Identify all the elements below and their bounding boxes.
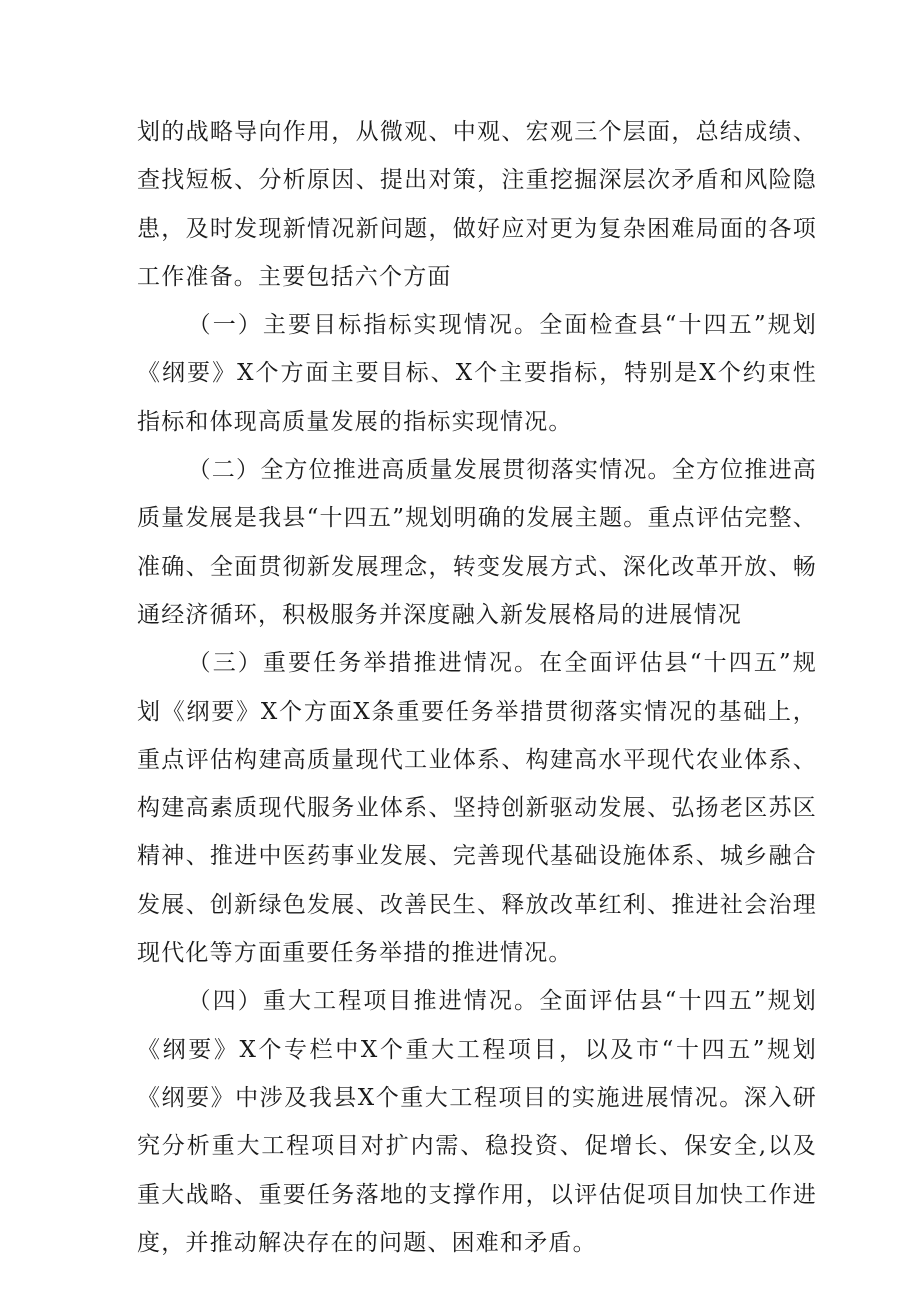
paragraph-section-2: （二）全方位推进高质量发展贯彻落实情况。全方位推进高质量发展是我县“十四五”规划明确的发展主题。重点评估完整、准确、全面贯彻新发展理念，转变发展方式、深化改革开放、畅通经济循环，积极服务并深度融入新发展格局的进展情况 (137, 457, 817, 628)
paragraph-continuation: 划的战略导向作用，从微观、中观、宏观三个层面，总结成绩、查找短板、分析原因、提出对策，注重挖掘深层次矛盾和风险隐患，及时发现新情况新问题，做好应对更为复杂困难局面的各项工作准备。主要包括六个方面 (137, 119, 817, 290)
paragraph-section-1: （一）主要目标指标实现情况。全面检查县“十四五”规划《纲要》X个方面主要目标、X个主要指标，特别是X个约束性指标和体现高质量发展的指标实现情况。 (137, 312, 817, 435)
paragraph-section-4: （四）重大工程项目推进情况。全面评估县“十四五”规划《纲要》X个专栏中X个重大工程项目，以及市“十四五”规划《纲要》中涉及我县X个重大工程项目的实施进展情况。深入研究分析重大工程项目对扩内需、稳投资、促增长、保安全,以及重大战略、重要任务落地的支撑作用，以评估促项目加快工作进度，并推动解决存在的问题、困难和矛盾。 (137, 988, 817, 1256)
paragraph-section-3: （三）重要任务举措推进情况。在全面评估县“十四五”规划《纲要》X个方面X条重要任务举措贯彻落实情况的基础上，重点评估构建高质量现代工业体系、构建高水平现代农业体系、构建高素质现代服务业体系、坚持创新驱动发展、弘扬老区苏区精神、推进中医药事业发展、完善现代基础设施体系、城乡融合发展、创新绿色发展、改善民生、释放改革红利、推进社会治理现代化等方面重要任务举措的推进情况。 (137, 650, 817, 967)
document-body (137, 108, 817, 1267)
